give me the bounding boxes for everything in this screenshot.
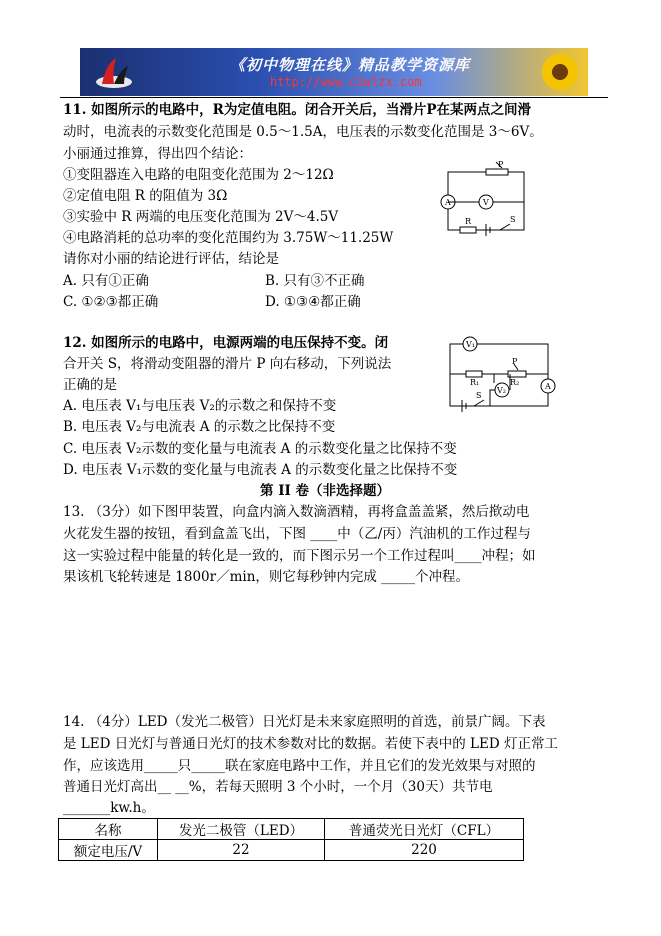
q11-line-4: ①变阻器连入电路的电阻变化范围为 2～12Ω — [63, 167, 334, 183]
q12-fig-label-r1: R₁ — [470, 378, 480, 387]
table-header-cell: 名称 — [59, 819, 158, 840]
q12-fig-label-p: P — [512, 357, 518, 366]
q14-line-4: 普通日光灯高出__ __%，若每天照明 3 个小时，一个月（30天）共节电 — [63, 779, 493, 795]
q11-option-b: B. 只有③不正确 — [265, 273, 365, 289]
q11-fig-label-s: S — [510, 215, 516, 224]
q12-fig-label-v1: V₁ — [466, 340, 475, 349]
q11-option-c: C. ①②③都正确 — [63, 294, 159, 310]
q11-fig-label-p: P — [498, 160, 504, 169]
section-heading: 第 II 卷（非选择题） — [260, 483, 391, 499]
header-rule — [60, 97, 608, 98]
q14-line-3: 作，应该选用_____只_____联在家庭电路中工作，并且它们的发光效果与对照的 — [63, 758, 536, 774]
q13-line-1: 13. （3分）如下图甲装置，向盒内滴入数滴酒精，再将盒盖盖紧，然后揿动电 — [63, 504, 530, 520]
q12-option-a: A. 电压表 V₁与电压表 V₂的示数之和保持不变 — [63, 398, 337, 414]
q13-line-4: 果该机飞轮转速是 1800r／min，则它每秒钟内完成 _____个冲程。 — [63, 569, 469, 585]
q11-line-1: 11. 如图所示的电路中，R为定值电阻。闭合开关后，当滑片P在某两点之间滑 — [63, 102, 532, 118]
q11-line-8: 请你对小丽的结论进行评估，结论是 — [63, 251, 279, 267]
q11-line-7: ④电路消耗的总功率的变化范围约为 3.75W～11.25W — [63, 230, 394, 246]
q12-line-3: 正确的是 — [63, 377, 117, 393]
sunflower-icon — [538, 50, 582, 94]
table-header-cell: 发光二极管（LED） — [158, 819, 325, 840]
q11-fig-label-a: A — [445, 198, 451, 207]
q14-line-1: 14. （4分）LED（发光二极管）日光灯是未来家庭照明的首选，前景广阔。下表 — [63, 714, 546, 730]
q11-line-5: ②定值电阻 R 的阻值为 3Ω — [63, 188, 228, 204]
q12-fig-label-s: S — [476, 391, 482, 400]
q12-fig-label-a: A — [545, 382, 551, 391]
q12-fig-label-v2: V₂ — [497, 386, 506, 395]
table-cell: 额定电压/V — [59, 840, 158, 861]
q12-line-1: 12. 如图所示的电路中，电源两端的电压保持不变。闭 — [63, 335, 389, 351]
table-cell: 220 — [325, 840, 524, 861]
q12-option-b: B. 电压表 V₂与电流表 A 的示数之比保持不变 — [63, 419, 336, 435]
table-header-row — [59, 819, 524, 840]
q12-line-2: 合开关 S，将滑动变阻器的滑片 P 向右移动，下列说法 — [63, 356, 392, 372]
q12-circuit-diagram — [444, 334, 556, 414]
table-header-cell: 普通荧光日光灯（CFL） — [325, 819, 524, 840]
led-comparison-table — [58, 818, 524, 861]
table-row — [59, 840, 524, 861]
header-banner — [80, 48, 588, 96]
logo-icon — [94, 54, 134, 90]
q11-option-d: D. ①③④都正确 — [265, 294, 361, 310]
q13-line-2: 火花发生器的按钮，看到盒盖飞出，下图 ____中（乙/丙）汽油机的工作过程与 — [63, 526, 531, 542]
q13-line-3: 这一实验过程中能量的转化是一致的，而下图示另一个工作过程叫____冲程；如 — [63, 548, 536, 564]
q12-fig-label-r2: R₂ — [510, 378, 520, 387]
q11-fig-label-r: R — [465, 217, 472, 226]
q14-line-5: _______kw.h。 — [63, 800, 155, 816]
q11-line-6: ③实验中 R 两端的电压变化范围为 2V～4.5V — [63, 209, 339, 225]
header-title: 《初中物理在线》精品教学资源库 — [230, 56, 471, 74]
header-url: http://www.czwlzx.com — [270, 75, 422, 89]
q11-circuit-diagram — [436, 160, 536, 238]
q14-line-2: 是 LED 日光灯与普通日光灯的技术参数对比的数据。若使下表中的 LED 灯正常工 — [63, 736, 558, 752]
q11-line-3: 小丽通过推算，得出四个结论： — [63, 146, 252, 162]
q11-line-2: 动时，电流表的示数变化范围是 0.5～1.5A，电压表的示数变化范围是 3～6V。 — [63, 124, 543, 140]
q12-option-c: C. 电压表 V₂示数的变化量与电流表 A 的示数变化量之比保持不变 — [63, 441, 457, 457]
q11-option-a: A. 只有①正确 — [63, 273, 149, 289]
q12-option-d: D. 电压表 V₁示数的变化量与电流表 A 的示数变化量之比保持不变 — [63, 462, 458, 478]
q11-fig-label-v: V — [483, 198, 489, 207]
table-cell: 22 — [158, 840, 325, 861]
